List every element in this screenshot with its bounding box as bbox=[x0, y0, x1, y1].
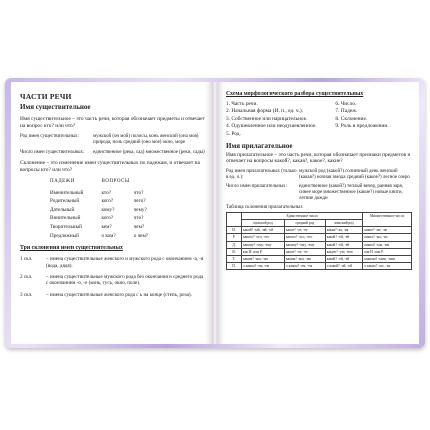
table-header-cell: мужской род bbox=[242, 220, 285, 227]
list-item bbox=[20, 274, 205, 287]
case-abbrev: П. bbox=[227, 263, 242, 270]
table-cell: какое? -ое, -ее bbox=[284, 227, 325, 234]
table-row bbox=[50, 197, 148, 206]
table-cell: какого? -ого, -его bbox=[242, 234, 285, 241]
scheme-column-2 bbox=[335, 101, 412, 138]
list-item bbox=[20, 256, 205, 269]
adj-gender-text: мужской род (какой?) солнечный день женский (какая?) ночная звезда средний (какое?) лесное озеро bbox=[299, 168, 410, 180]
declension-label: 3 скл. bbox=[20, 291, 33, 298]
table-header-group: Единственное число bbox=[242, 212, 363, 219]
table-cell: какой? -ой, -ей bbox=[325, 234, 363, 241]
table-header-cell: женский род bbox=[325, 220, 363, 227]
list-item: 1. Часть речи. bbox=[226, 101, 258, 107]
table-header-cell bbox=[227, 212, 242, 226]
table-cell: какое? -ое, -ее bbox=[284, 248, 325, 255]
case-question: что? bbox=[133, 189, 144, 196]
table-cell: о каком? -ом, -ем bbox=[284, 263, 325, 270]
table-cell: о какой? -ой, -ей bbox=[325, 263, 363, 270]
table-cell: о каком? -ом, -ем bbox=[242, 263, 285, 270]
adj-number-label: Число имен прилагательных: bbox=[226, 183, 287, 189]
case-question: кем? bbox=[101, 223, 112, 230]
table-cell: каким? -ым, -им bbox=[242, 256, 285, 263]
table-cell: какому? -ому, -ему bbox=[284, 241, 325, 248]
list-item bbox=[20, 292, 205, 298]
list-item: 8. Склонение. bbox=[335, 115, 368, 122]
adjective-definition: Имя прилагательное – это часть речи, которая обозначает признаки предметов и отвечает на вопросы какой?, какая?, какое?, какие? bbox=[226, 152, 411, 165]
noun-number-row bbox=[20, 150, 205, 156]
list-item: 5. Род. bbox=[226, 130, 241, 137]
list-item: 3. Собственное или нарицательное. bbox=[226, 115, 308, 122]
case-abbrev: Д. bbox=[227, 241, 242, 248]
table-row bbox=[227, 248, 412, 255]
table-cell: о каких? -ых, -их bbox=[363, 263, 412, 270]
declension-definition: Склонение – это изменение имен существительных по падежам, и отвечает на вопросы кто? или что? bbox=[20, 160, 200, 173]
case-question: кого? bbox=[101, 215, 114, 222]
case-name: Творительный bbox=[50, 223, 82, 230]
scheme-list bbox=[226, 101, 412, 138]
table-row bbox=[227, 256, 412, 263]
case-question: чем? bbox=[133, 223, 145, 230]
table-cell: как И. или Р. bbox=[363, 248, 412, 255]
cases-table bbox=[50, 178, 148, 240]
noun-gender-label: Род имен существительных: bbox=[20, 134, 79, 139]
table-cell: каких? -ых, -их bbox=[363, 234, 412, 241]
noun-number-label: Число имен существительных: bbox=[20, 150, 85, 155]
case-abbrev: Р. bbox=[227, 234, 242, 241]
declension-text: – имена существительные женского и мужского рода с окончанием -а, -я (вода, дядя). bbox=[46, 256, 204, 269]
table-cell: каким? -ым, -им bbox=[363, 241, 412, 248]
three-declensions-heading: Три склонения имен существительных bbox=[20, 245, 123, 252]
table-row bbox=[227, 241, 412, 248]
noun-number-text: единственное (река, сад) множественное (реки, сады) bbox=[93, 150, 205, 155]
table-cell: какого? -ого, -его bbox=[284, 234, 325, 241]
declension-label: 2 скл. bbox=[20, 273, 33, 280]
case-abbrev: В. bbox=[227, 248, 242, 255]
case-question: о чем? bbox=[133, 232, 149, 239]
table-cell: какой? -ой, -ей bbox=[325, 241, 363, 248]
declensions-list bbox=[20, 256, 205, 298]
adj-gender-row bbox=[226, 169, 412, 181]
list-item: 7. Падеж. bbox=[335, 108, 358, 115]
section-heading-noun: Имя существительное bbox=[20, 103, 91, 111]
case-name: Дательный bbox=[50, 206, 75, 213]
list-item: 4. Одушевленное или неодушевленное. bbox=[226, 123, 317, 130]
page-heading: ЧАСТИ РЕЧИ bbox=[20, 92, 72, 101]
table-cell: какие? -ые, -ие bbox=[363, 227, 412, 234]
table-row bbox=[227, 234, 412, 241]
case-name: Родительный bbox=[50, 198, 80, 205]
scheme-heading: Схема морфологического разбора существительных bbox=[226, 91, 364, 97]
cases-header-questions: ВОПРОСЫ bbox=[101, 179, 130, 184]
adj-number-row bbox=[226, 184, 412, 202]
noun-gender-text: мужской (он мой) полосы, конь женский (она моя) природа, ночь средний (оно мое) окно, море bbox=[93, 134, 199, 145]
table-cell: какую? -ую, -юю bbox=[325, 248, 363, 255]
table-header-cell: средний род bbox=[284, 220, 325, 227]
declension-text: – имена существительные мужского рода без окончания и среднего рода с окончанием -о, -е (конь, гусь, окно, поле). bbox=[46, 273, 204, 287]
adj-gender-label: Род имен прилагательных (только в ед. ч.): bbox=[226, 168, 297, 180]
list-item: 2. Начальная форма (И. п., ед. ч.). bbox=[226, 108, 304, 115]
table-row bbox=[50, 214, 148, 223]
case-abbrev: И. bbox=[227, 227, 242, 234]
case-name: Именительный bbox=[50, 189, 84, 196]
table-row bbox=[227, 227, 412, 234]
case-name: Предложный bbox=[50, 232, 79, 239]
table-cell: какой? -ый, -ий, -ой bbox=[242, 227, 285, 234]
case-question: чего? bbox=[133, 198, 146, 205]
table-cell: какому? -ому, -ему bbox=[242, 241, 285, 248]
case-abbrev: Т. bbox=[227, 256, 242, 263]
table-header-cell: Множественное число bbox=[363, 212, 412, 226]
case-question: чему? bbox=[133, 206, 147, 213]
table-caption: Таблица склонения прилагательных bbox=[226, 204, 303, 210]
case-question: кому? bbox=[101, 206, 115, 213]
right-page bbox=[218, 82, 419, 344]
case-question: о ком? bbox=[101, 232, 116, 239]
table-row bbox=[50, 189, 148, 198]
case-question: что? bbox=[133, 215, 144, 222]
table-row bbox=[50, 223, 148, 232]
table-cell: каким? -ым, -им bbox=[284, 256, 325, 263]
section-heading-adjective: Имя прилагательное bbox=[226, 142, 293, 151]
noun-definition: Имя существительное – это часть речи, которая обозначает предметы и отвечает на вопрос кто? или что? bbox=[20, 116, 205, 129]
case-name: Винительный bbox=[50, 215, 81, 222]
table-row bbox=[227, 263, 412, 270]
case-question: кто? bbox=[101, 189, 111, 196]
left-page bbox=[11, 82, 212, 344]
table-cell: какая? -ая, -яя bbox=[325, 227, 363, 234]
list-item: 9. Роль в предложении. bbox=[335, 123, 389, 130]
adjective-declension-table bbox=[226, 212, 412, 271]
table-row bbox=[50, 232, 148, 241]
list-item: 6. Число. bbox=[335, 101, 357, 107]
case-question: кого? bbox=[101, 198, 114, 205]
table-cell: как И. или Р. bbox=[242, 248, 285, 255]
adj-number-text: единственное (какой?) теплый вечер, ранняя заря, синее море множественное (какие?) новые книги, летние дожди bbox=[299, 183, 403, 201]
declension-text: – имена существительные женского рода с ь на конце (степь, роза). bbox=[46, 291, 192, 298]
table-row bbox=[50, 206, 148, 215]
cases-header-case: ПАДЕЖИ bbox=[50, 179, 75, 184]
table-cell: какой? -ой, -ей bbox=[325, 256, 363, 263]
declension-label: 1 скл. bbox=[20, 256, 33, 263]
noun-gender-row bbox=[20, 134, 205, 146]
scheme-column-1 bbox=[226, 101, 335, 138]
table-cell: какими? -ыми, -ими bbox=[363, 256, 412, 263]
